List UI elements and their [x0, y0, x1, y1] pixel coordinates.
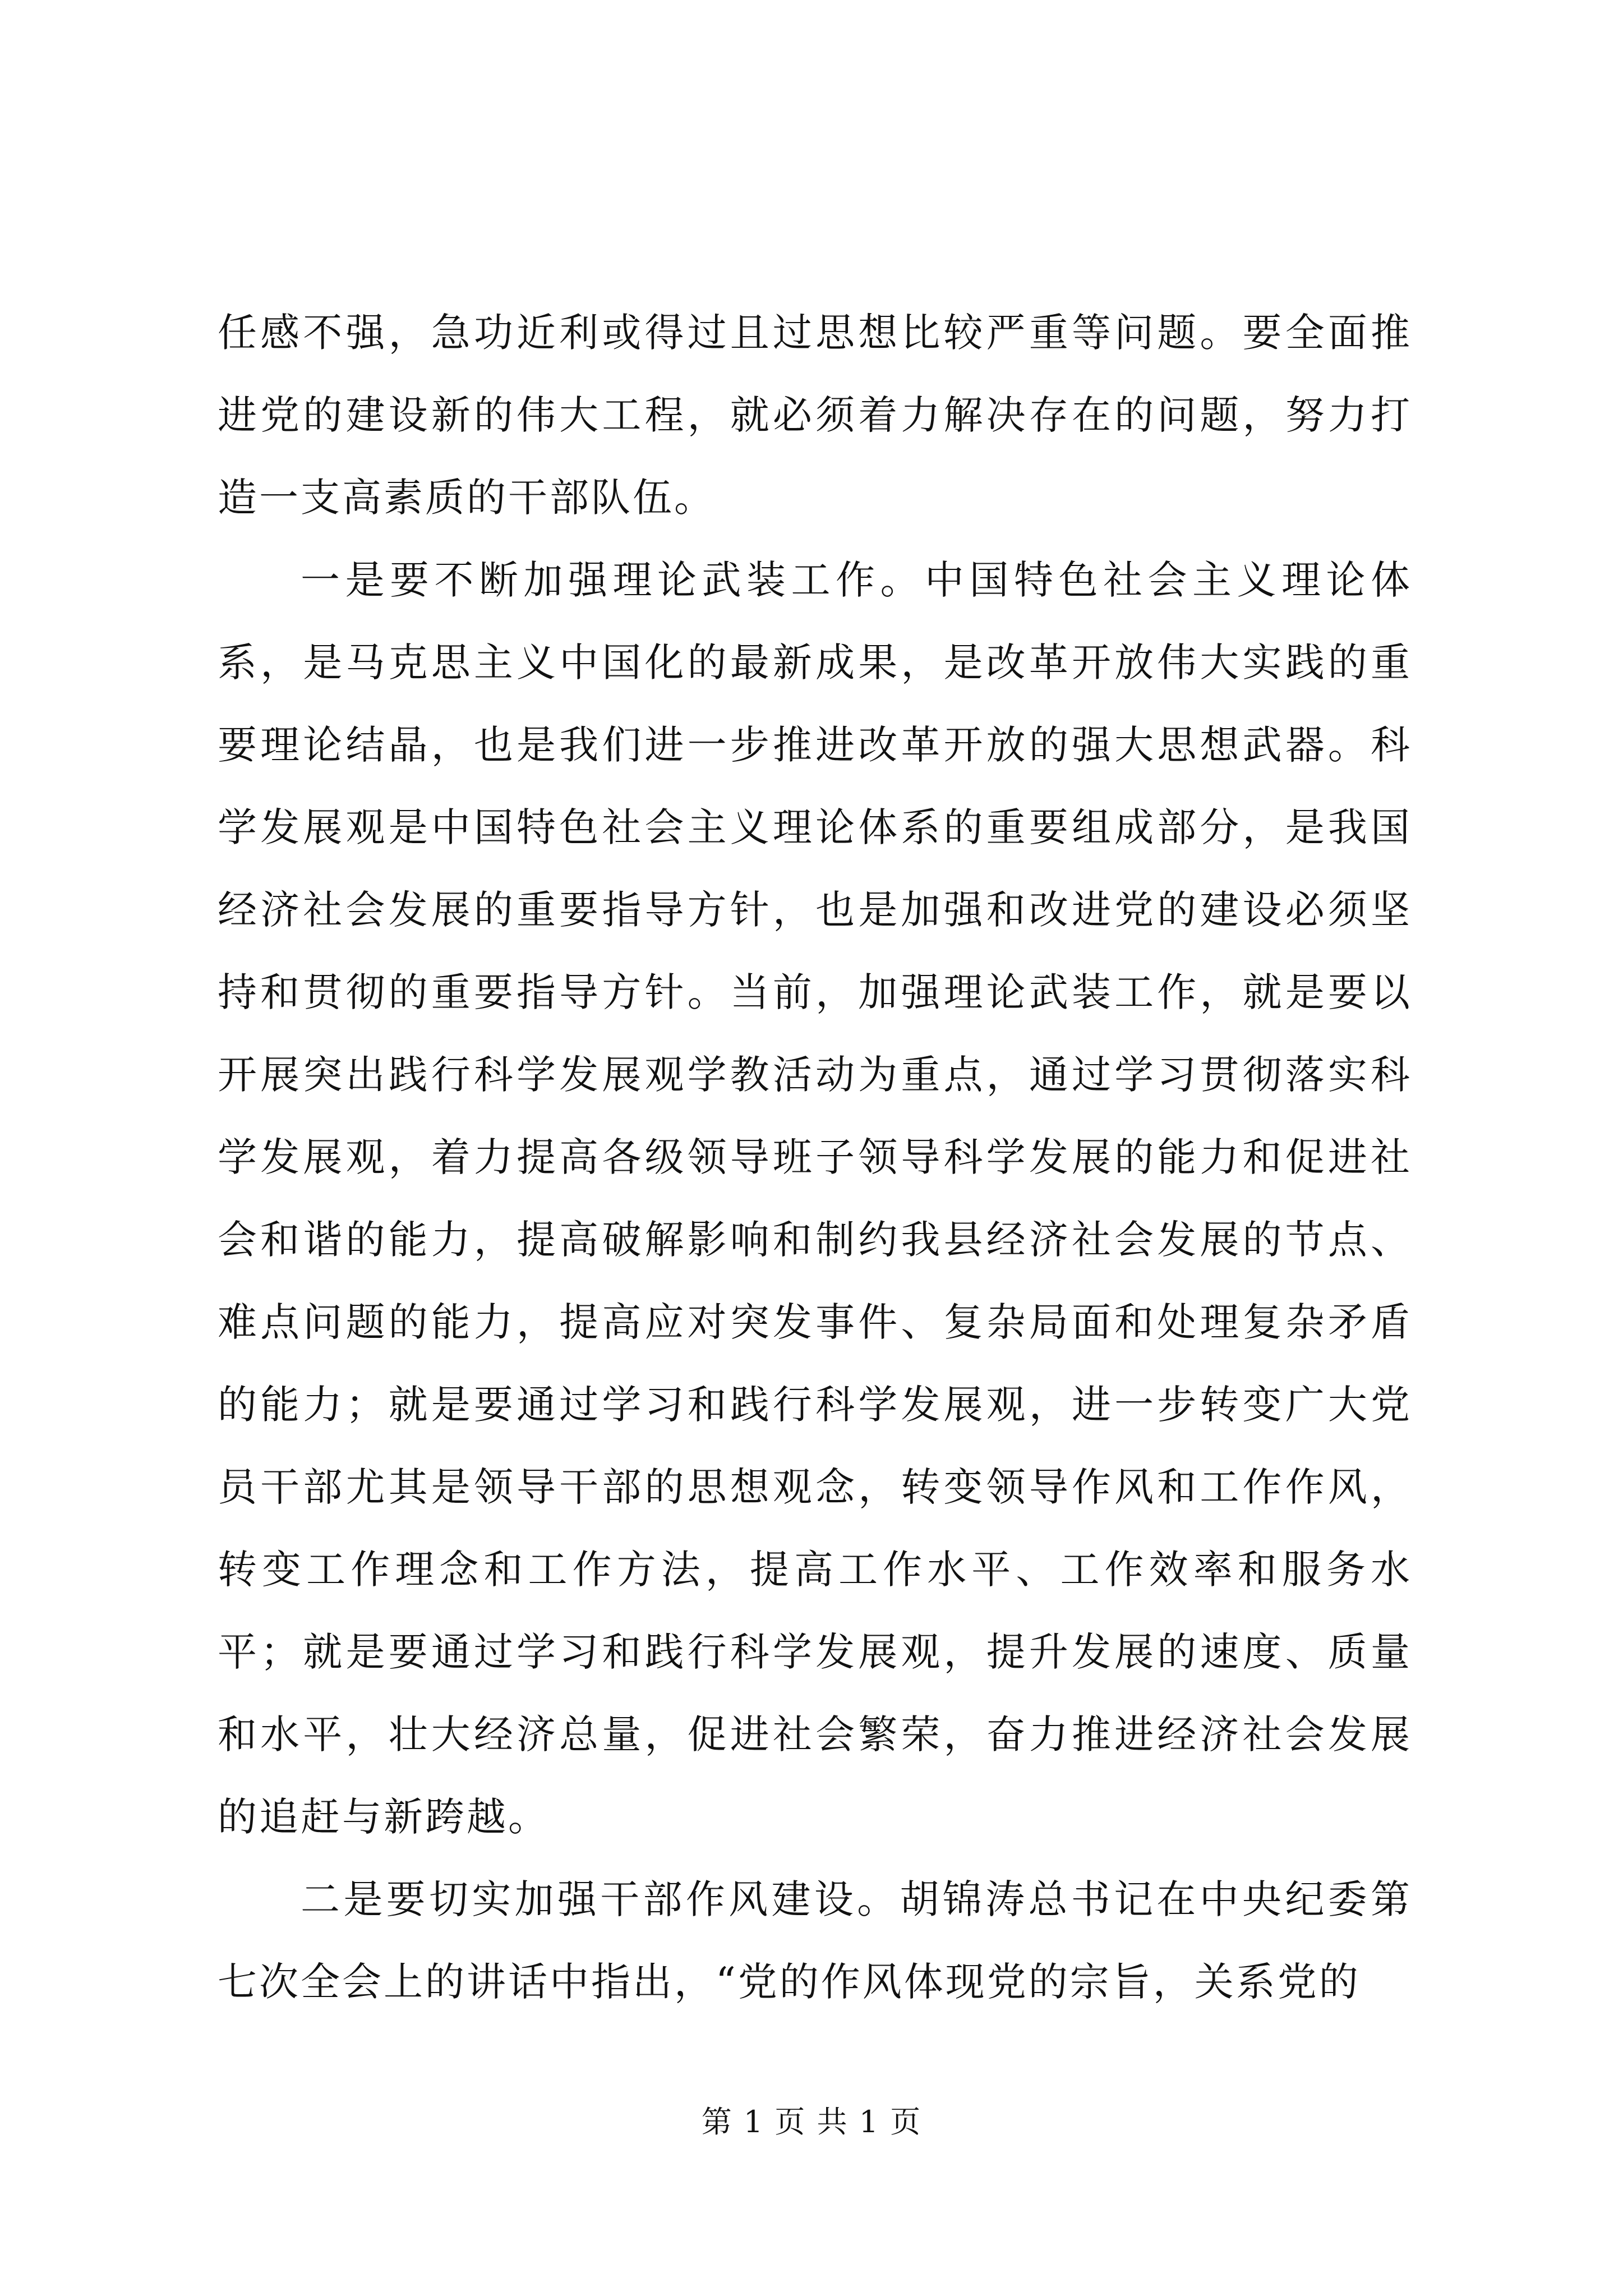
page-number-footer: 第 1 页 共 1 页 — [701, 2104, 922, 2139]
document-body — [218, 292, 1412, 2023]
paragraph-2: 一是要不断加强理论武装工作。中国特色社会主义理论体系，是马克思主义中国化的最新成果，是改革开放伟大实践的重要理论结晶，也是我们进一步推进改革开放的强大思想武器。科学发展观是中国特色社会主义理论体系的重要组成部分，是我国经济社会发展的重要指导方针，也是加强和改进党的建设必须坚持和贯彻的重要指导方针。当前，加强理论武装工作，就是要以开展突出践行科学发展观学教活动为重点，通过学习贯彻落实科学发展观，着力提高各级领导班子领导科学发展的能力和促进社会和谐的能力，提高破解影响和制约我县经济社会发展的节点、难点问题的能力，提高应对突发事件、复杂局面和处理复杂矛盾的能力；就是要通过学习和践行科学发展观，进一步转变广大党员干部尤其是领导干部的思想观念，转变领导作风和工作作风，转变工作理念和工作方法，提高工作水平、工作效率和服务水平；就是要通过学习和践行科学发展观，提升发展的速度、质量和水平，壮大经济总量，促进社会繁荣，奋力推进经济社会发展的追赶与新跨越。 — [218, 557, 1412, 1840]
paragraph-1: 任感不强，急功近利或得过且过思想比较严重等问题。要全面推进党的建设新的伟大工程，就必须着力解决存在的问题，努力打造一支高素质的干部队伍。 — [218, 310, 1412, 521]
paragraph-3: 二是要切实加强干部作风建设。胡锦涛总书记在中央纪委第七次全会上的讲话中指出，“党的作风体现党的宗旨，关系党的 — [218, 1876, 1412, 2005]
